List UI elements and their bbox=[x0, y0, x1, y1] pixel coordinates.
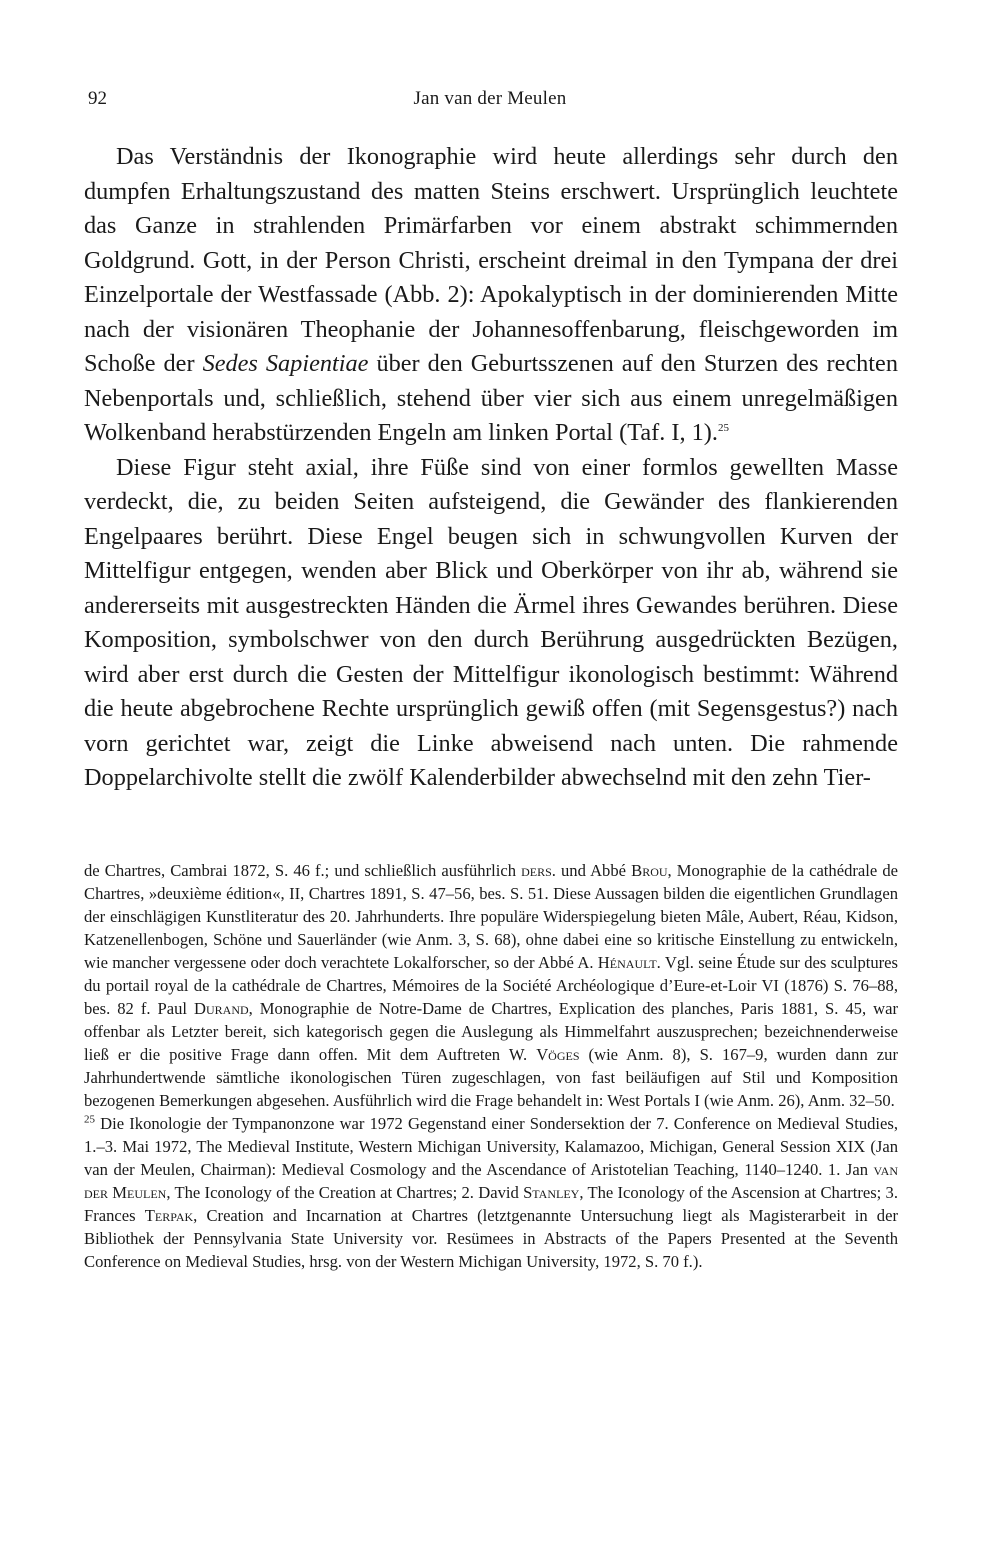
footnote-text: , Creation and Incarnation at Chartres (letztgenannte Untersuchung liegt als Magisterarbeit in der Bibliothek der Pennsylvania State University vor. Resümees in Abstracts of the Papers Presented at the Seventh Conference on Medieval Studies, hrsg. von der Western Michigan University, 1972, S. 70 f.). bbox=[84, 1206, 898, 1271]
running-head: Jan van der Meulen bbox=[413, 88, 567, 109]
page-header bbox=[82, 84, 898, 116]
footnotes bbox=[84, 859, 898, 1273]
footnote-text: , The Iconology of the Ascension at Chartres; 3. Frances bbox=[84, 1183, 898, 1225]
footnote-text: (wie Anm. 8), S. 167–9, wurden dann zur Jahrhundertwende sämtliche ikonologischen Türen zugeschlagen, von fast beiläufigen auf Stil und Komposition bezogenen Bemerkungen abgesehen. Ausführlich wird die Frage behandelt in: West Portals I (wie Anm. 26), Anm. 32–50. bbox=[84, 1045, 898, 1110]
footnote-text: de Chartres, Cambrai 1872, S. 46 f.; und schließlich ausführlich bbox=[84, 861, 522, 880]
footnote-continued bbox=[84, 859, 898, 1112]
author-name: Terpak bbox=[144, 1206, 194, 1225]
footnote-reference: 25 bbox=[717, 421, 729, 434]
author-name: van der Meulen bbox=[84, 1160, 898, 1202]
footnote-text: . Vgl. seine Étude sur des sculptures du portail royal de la cathédrale de Chartres, Mémoires de la Société Archéologique d’Eure-et-Loir VI (1876) S. 76–88, bes. 82 f. Paul bbox=[84, 953, 898, 1018]
paragraph bbox=[84, 140, 898, 451]
footnote-text: , Monographie de la cathédrale de Chartres, »deuxième édition«, II, Chartres 1891, S. 47–56, bes. S. 51. Diese Aussagen bilden die eigentlichen Grundlagen der einschlägigen Kunstliteratur des 20. Jahrhunderts. Ihre populäre Widerspiegelung bieten Mâle, Aubert, Réau, Kidson, Katzenellenbogen, Schöne und Sauerländer (wie Anm. 3, S. 68), ohne dabei eine so kritische Einstellung zu entwickeln, wie mancher vergessene oder doch verachtete Lokalforscher, so der Abbé A. bbox=[84, 861, 898, 972]
author-name: Durand bbox=[194, 999, 249, 1018]
footnote-text: , Monographie de Notre-Dame de Chartres, Explication des planches, Paris 1881, S. 45, war offenbar als Letzter bereit, sich kategorisch gegen die Auslegung als Himmelfahrt auszusprechen; bezeichnenderweise ließ er die positive Frage dann offen. Mit dem Auftreten W. bbox=[84, 999, 898, 1064]
author-name: Stanley bbox=[523, 1183, 580, 1202]
paragraph-text: Das Verständnis der Ikonographie wird heute allerdings sehr durch den dumpfen Erhaltungszustand des matten Steins erschwert. Ursprünglich leuchtete das Ganze in strahlenden Primärfarben vor einem abstrakt schimmernden Goldgrund. Gott, in der Person Christi, erscheint dreimal in den Tympana der drei Einzelportale der Westfassade (Abb. 2): Apokalyptisch in der dominierenden Mitte nach der visionären Theophanie der Johannesoffenbarung, fleischgeworden im Schoße der bbox=[84, 143, 898, 377]
footnote-text: und Abbé bbox=[555, 861, 632, 880]
footnote-25 bbox=[84, 1112, 898, 1273]
footnote-text: Die Ikonologie der Tympanonzone war 1972 Gegenstand einer Sondersektion der 7. Conference on Medieval Studies, 1.–3. Mai 1972, The Medieval Institute, Western Michigan University, Kalamazoo, Michigan, General Session XIX (Jan van der Meulen, Chairman): Medieval Cosmology and the Ascendance of Aristotelian Teaching, 1140–1240. 1. Jan bbox=[84, 1114, 898, 1179]
author-name: ders. bbox=[521, 861, 556, 880]
paragraph: Diese Figur steht axial, ihre Füße sind von einer formlos gewellten Masse verdeckt, die, zu beiden Seiten aufsteigend, die Gewänder des flankierenden Engelpaares berührt. Diese Engel beugen sich in schwungvollen Kurven der Mittelfigur entgegen, wenden aber Blick und Oberkörper von ihr ab, während sie andererseits mit ausgestreckten Händen die Ärmel ihres Gewandes berühren. Diese Komposition, symbolschwer von den durch Berührung ausgedrückten Bezügen, wird aber erst durch die Gesten der Mittelfigur ikonologisch bestimmt: Während die heute abgebrochene Rechte ursprünglich gewiß offen (mit Segensgestus?) nach vorn gerichtet war, zeigt die Linke abweisend nach unten. Die rahmende Doppelarchivolte stellt die zwölf Kalenderbilder abwechselnd mit den zehn Tier- bbox=[84, 453, 898, 791]
italic-term: Sedes Sapientiae bbox=[202, 350, 369, 377]
paragraph-text: über den Geburtsszenen auf den Sturzen des rechten Nebenportals und, schließlich, stehend über vier sich aus einem unregelmäßigen Wolkenband herabstürzenden Engeln am linken Portal (Taf. I, 1). bbox=[84, 350, 898, 446]
author-name: Vöges bbox=[536, 1045, 580, 1064]
main-text bbox=[84, 140, 898, 796]
page-number: 92 bbox=[88, 88, 107, 109]
footnote-marker: 25 bbox=[84, 1113, 95, 1126]
author-name: Hénault bbox=[597, 953, 657, 972]
footnote-text: , The Iconology of the Creation at Chartres; 2. David bbox=[166, 1183, 524, 1202]
author-name: Brou bbox=[631, 861, 668, 880]
